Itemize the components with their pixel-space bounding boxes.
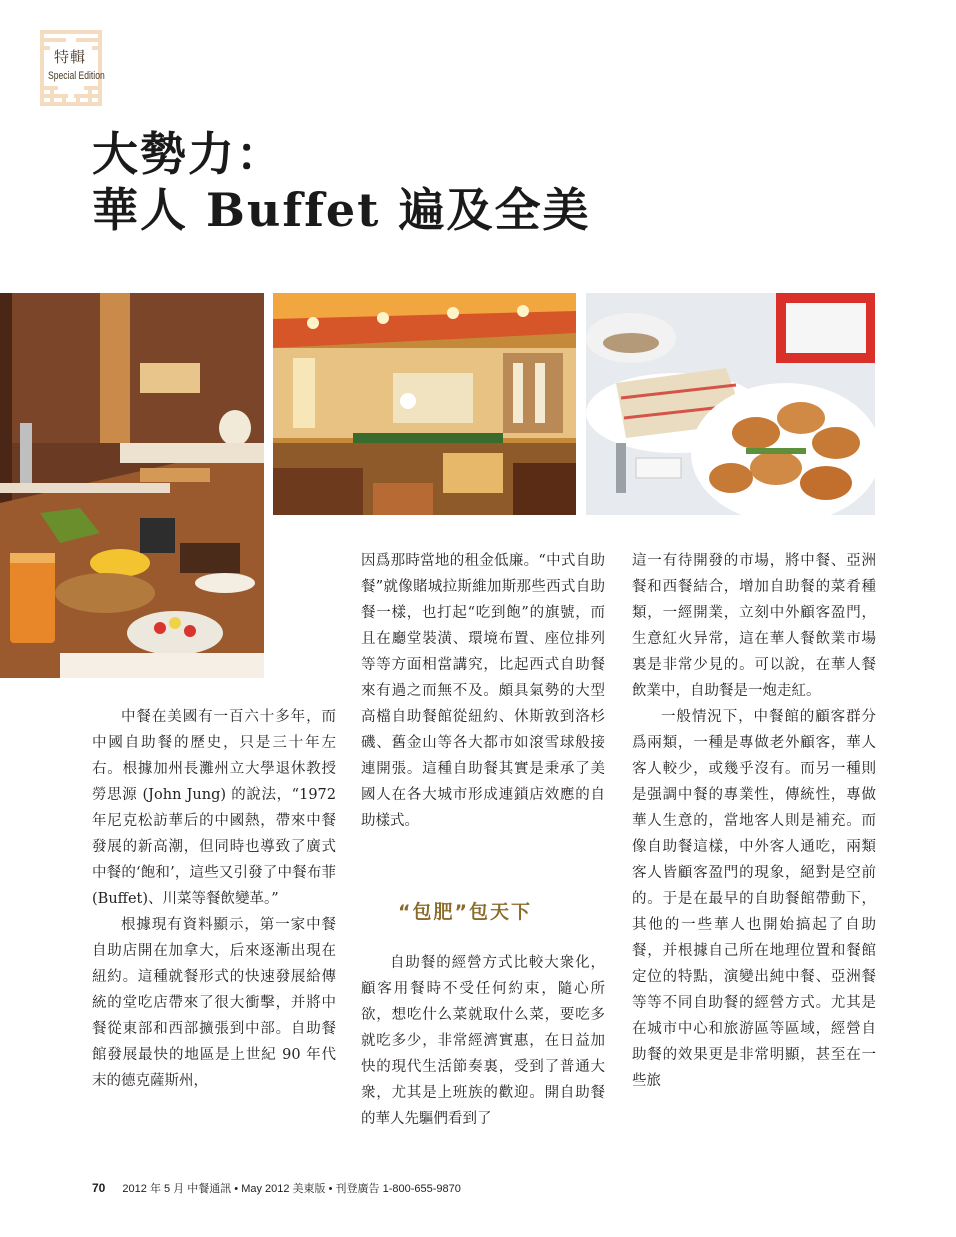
section-label-zh: 特輯 <box>54 48 87 66</box>
paragraph: 一般情況下，中餐館的顧客群分爲兩類，一種是專做老外顧客，華人客人較少，或幾乎沒有。而另一種則是强調中餐的專業性，傳統性，專做華人生意的，當地客人則是補充。而像自助餐這樣，中外客人通吃，兩類客人皆顧客盈門的現象，絕對是空前的。于是在最早的自助餐館帶動下，其他的一些華人也開始搞起了自助餐，并根據自己所在地理位置和餐館定位的特點，演變出純中餐、亞洲餐等等不同自助餐的經營方式。尤其是在城市中心和旅游區等區域，經營自助餐的效果更是非常明顯，甚至在一些旅 <box>632 709 876 1089</box>
buffet-counter-photo <box>0 293 264 678</box>
page-footer <box>92 1180 461 1196</box>
fret-pattern-icon <box>38 28 104 106</box>
paragraph: 自助餐的經營方式比較大衆化，顧客用餐時不受任何約束，隨心所欲，想吃什么菜就取什么菜，要吃多就吃多少，非常經濟實惠，在日益加快的現代生活節奏裏，受到了普通大衆，尤其是上班族的歡迎。開自助餐的華人先驅們看到了 <box>361 955 605 1127</box>
special-edition-mark <box>38 28 104 106</box>
footer-text: 2012 年 5 月 中餐通訊 • May 2012 美東版 • 刊登廣告 1-800-655-9870 <box>122 1183 461 1195</box>
headline-line-2: 華人 Buffet 遍及全美 <box>92 183 591 237</box>
article-column-2-continued <box>361 950 605 1132</box>
paragraph: 中餐在美國有一百六十多年，而中國自助餐的歷史，只是三十年左右。根據加州長灘州立大學退休教授勞思源 (John Jung) 的說法，“1972 年尼克松訪華后的中國熱，帶來中餐發展的新高潮，但同時也導致了廣式中餐的‘飽和’，這些又引發了中餐布菲 (Buffet)、川菜等餐飲變革。” <box>92 709 336 907</box>
article-column-3 <box>632 548 876 1094</box>
sandwich-platter-photo <box>586 293 875 515</box>
section-subheading: “包肥”包天下 <box>398 901 532 923</box>
section-label-en: Special Edition <box>48 70 105 82</box>
paragraph: 因爲那時當地的租金低廉。“中式自助餐”就像賭城拉斯維加斯那些西式自助餐一樣，也打起“吃到飽”的旗號，而且在廳堂裝潢、環境布置、座位排列等等方面相當講究，比起西式自助餐來有過之而無不及。頗具氣勢的大型高檔自助餐館從紐約、休斯敦到洛杉磯、舊金山等各大都市如滾雪球般接連開張。這種自助餐其實是秉承了美國人在各大城市形成連鎖店效應的自助樣式。 <box>361 553 605 829</box>
article-column-1 <box>92 704 336 1094</box>
paragraph: 根據現有資料顯示，第一家中餐自助店開在加拿大，后來逐漸出現在紐約。這種就餐形式的快速發展給傳統的堂吃店帶來了很大衝擊，并將中餐從東部和西部擴張到中部。自助餐館發展最快的地區是上世紀 90 年代末的德克薩斯州， <box>92 917 336 1089</box>
article-column-2 <box>361 548 605 834</box>
article-headline <box>92 126 590 238</box>
restaurant-interior-photo <box>273 293 576 515</box>
paragraph: 這一有待開發的市場，將中餐、亞洲餐和西餐結合，增加自助餐的菜肴種類，一經開業，立刻中外顧客盈門，生意紅火异常，這在華人餐飲業市場裏是非常少見的。可以說，在華人餐飲業中，自助餐是一炮走紅。 <box>632 553 876 699</box>
headline-line-1: 大勢力： <box>92 127 284 181</box>
page-number: 70 <box>92 1181 106 1195</box>
